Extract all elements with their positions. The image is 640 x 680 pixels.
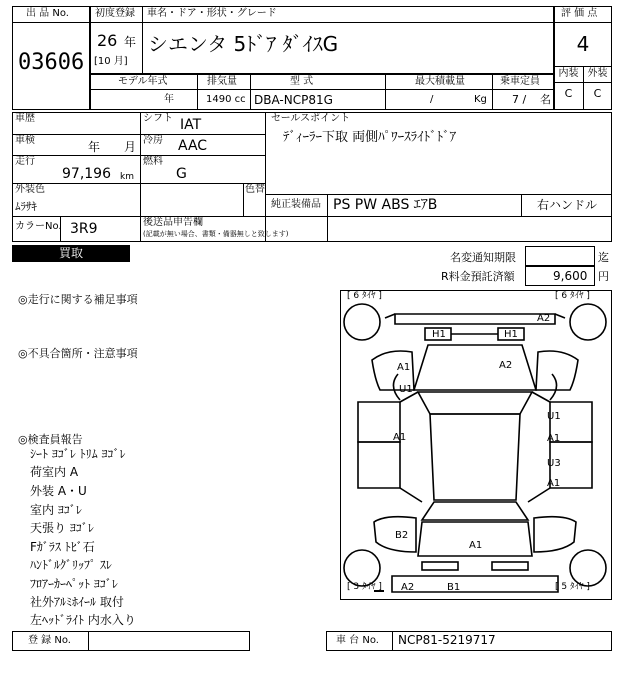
inspector-label: ◎検査員報告	[18, 433, 83, 446]
max-load-value: /	[430, 94, 434, 105]
equipment-value: PS PW ABS ｴｱB	[333, 197, 438, 213]
interior-grade: C	[564, 87, 573, 100]
shift-value: IAT	[180, 117, 202, 133]
mark-front-left-2: U1	[399, 384, 413, 395]
inspector-item: 外装 A・U	[30, 484, 87, 498]
car-diagram	[340, 290, 612, 600]
inspector-item: Fｶﾞﾗｽ ﾄﾋﾞ石	[30, 540, 95, 554]
mark-right-front-door-2: A1	[547, 433, 561, 444]
mark-front-bumper: A2	[537, 313, 551, 324]
first-registration-label: 初度登録	[95, 8, 135, 19]
sales-point-value: ﾃﾞｨｰﾗｰ下取 両側ﾊﾟﾜｰｽﾗｲﾄﾞﾄﾞｱ	[283, 130, 457, 145]
mileage-value: 97,196	[62, 166, 111, 182]
color-number-label: カラーNo.	[15, 221, 62, 232]
equipment-label: 純正装備品	[271, 199, 321, 210]
fuel-label: 燃料	[143, 156, 163, 167]
car-diagram-svg	[340, 290, 612, 600]
capacity-label: 乗車定員	[500, 76, 540, 87]
model-year-value: 年	[164, 94, 174, 105]
steering-side: 右ハンドル	[537, 198, 598, 212]
fuel-value: G	[176, 166, 187, 182]
windshield	[418, 392, 532, 414]
registration-year-unit: 年	[124, 35, 137, 49]
mark-hood: A2	[499, 360, 513, 371]
shaken-label: 車検	[15, 135, 35, 146]
rear-glass	[422, 502, 528, 520]
mark-headlight-left: H1	[432, 329, 446, 340]
exterior-color-value: ﾑﾗｻｷ	[15, 200, 37, 213]
tire-rear-left-label: [ 3 ﾀｲﾔ ]	[347, 582, 382, 592]
mark-rear-center: A1	[469, 540, 483, 551]
recycle-label: R料金預託済額	[441, 270, 515, 283]
rear-right-quarter	[534, 517, 576, 552]
tire-front-left-label: [ 6 ﾀｲﾔ ]	[347, 291, 382, 301]
inspector-item: 左ﾍｯﾄﾞﾗｲﾄ 内水入り	[30, 613, 136, 627]
recycle-unit: 円	[598, 270, 609, 283]
capacity-unit: 名	[540, 93, 551, 106]
aftermarket-note: (記載が無い場合、書類・備器無しと致します)	[143, 230, 289, 238]
registration-month: [10 月]	[94, 56, 128, 67]
color-change-label: 色替	[245, 184, 265, 195]
inspector-item: 室内 ﾖｺﾞﾚ	[30, 503, 82, 517]
inspector-item: ﾌﾛｱｰｶｰﾍﾟｯﾄ ﾖｺﾞﾚ	[30, 577, 118, 591]
mark-left-door: A1	[393, 432, 407, 443]
wheel-front-right	[570, 304, 606, 340]
mark-right-rear-door-1: U3	[547, 458, 561, 469]
name-change-box	[525, 246, 595, 266]
model-type-label: 型 式	[290, 76, 314, 87]
kaitori-label: 買取	[58, 246, 83, 260]
shaken-month: 月	[124, 140, 137, 154]
chassis-number: NCP81-5219717	[398, 633, 496, 647]
inspector-item: ﾊﾝﾄﾞﾙｸﾞﾘｯﾌﾟ ｽﾚ	[30, 558, 112, 572]
car-name-label: 車名・ドア・形状・グレード	[147, 8, 277, 19]
max-load-unit: Kg	[474, 94, 487, 105]
wheel-rear-left	[344, 550, 380, 586]
overall-score: 4	[576, 32, 590, 56]
tire-front-right-label: [ 6 ﾀｲﾔ ]	[555, 291, 590, 301]
tire-rear-right-label: [ 5 ﾀｲﾔ ]	[555, 582, 590, 592]
mark-front-left: A1	[397, 362, 411, 373]
exterior-color-label: 外装色	[15, 184, 45, 195]
inspector-item: ｼｰﾄ ﾖｺﾞﾚ ﾄﾘﾑ ﾖｺﾞﾚ	[30, 447, 126, 461]
displacement-label: 排気量	[207, 76, 237, 87]
rear-bumper	[392, 576, 558, 592]
driving-notes-label: ◎走行に関する補足事項	[18, 293, 138, 306]
displacement-value: 1490 cc	[206, 94, 246, 105]
mileage-label: 走行	[15, 156, 35, 167]
mark-rear-left: B2	[395, 530, 409, 541]
mark-rear-bumper-left: A2	[401, 582, 415, 593]
color-number-value: 3R9	[70, 221, 98, 237]
mark-headlight-right: H1	[504, 329, 518, 340]
registration-year: 26	[97, 31, 118, 50]
ac-label: 冷房	[143, 135, 163, 146]
name-change-label: 名変通知期限	[450, 251, 516, 264]
name-change-unit: 迄	[598, 251, 609, 264]
car-name: シエンタ 5ﾄﾞｱ ﾀﾞｲｽG	[148, 32, 339, 56]
max-load-label: 最大積載量	[415, 76, 465, 87]
tail-light-left	[422, 562, 458, 570]
chassis-label: 車 台 No.	[336, 635, 379, 646]
hood	[414, 345, 536, 390]
model-year-label: モデル年式	[118, 76, 168, 87]
interior-label: 内装	[558, 68, 579, 79]
defects-label: ◎不具合箇所・注意事項	[18, 347, 138, 360]
wheel-rear-right	[570, 550, 606, 586]
exterior-grade: C	[593, 87, 602, 100]
inspector-item: 荷室内 A	[30, 465, 79, 479]
registration-label: 登 録 No.	[28, 635, 71, 646]
exterior-label: 外装	[587, 68, 608, 79]
inspector-item: 社外ｱﾙﾐﾎｲｰﾙ 取付	[30, 595, 124, 609]
left-side-rear	[358, 442, 400, 488]
model-type-value: DBA-NCP81G	[254, 93, 333, 107]
roof	[430, 414, 520, 500]
shift-label: シフト	[143, 113, 173, 124]
mark-right-rear-door-2: A1	[547, 478, 561, 489]
score-label: 評 価 点	[561, 8, 598, 19]
wheel-front-left	[344, 304, 380, 340]
recycle-value: 9,600	[553, 269, 588, 283]
mark-rear-bumper-center: B1	[447, 582, 461, 593]
front-bumper	[395, 314, 555, 324]
lot-number-label: 出 品 No.	[26, 8, 69, 19]
sales-point-label: セールスポイント	[271, 113, 351, 124]
history-label: 車歴	[15, 113, 35, 124]
mark-right-front-door-1: U1	[547, 411, 561, 422]
aftermarket-label: 後送品申告欄	[143, 217, 203, 228]
ac-value: AAC	[178, 138, 208, 154]
mileage-unit: km	[120, 172, 134, 182]
lot-number: 03606	[18, 50, 85, 75]
shaken-year: 年	[88, 140, 101, 154]
capacity-value: 7 /	[512, 93, 527, 106]
tail-light-right	[492, 562, 528, 570]
inspector-item: 天張り ﾖｺﾞﾚ	[30, 521, 94, 535]
